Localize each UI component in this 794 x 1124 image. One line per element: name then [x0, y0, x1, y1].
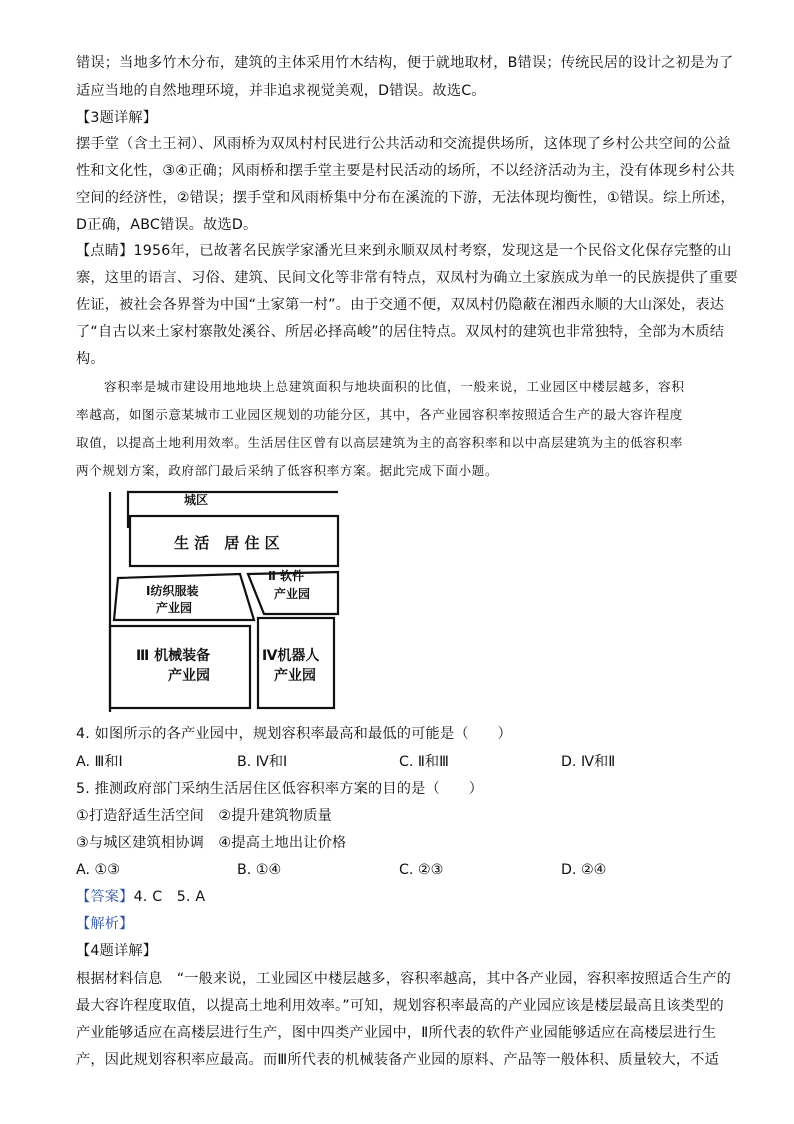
zone-4-sublabel: 产业园: [274, 668, 316, 684]
text-line: 根据材料信息 “一般来说，工业园区中楼层越多，容积率越高，其中各产业园，容积率按照适合生产的: [76, 971, 731, 987]
analysis-label: 【解析】: [76, 916, 134, 932]
question-stem: 5. 推测政府部门采纳生活居住区低容积率方案的目的是（ ）: [76, 781, 484, 797]
section-heading: 【3题详解】: [76, 110, 158, 126]
zone-2-label: Ⅱ 软件: [268, 569, 305, 583]
zone-3-label: Ⅲ 机械装备: [136, 648, 211, 664]
city-label: 城区: [184, 493, 209, 507]
text-line: 适应当地的自然地理环境，并非追求视觉美观，D错误。故选C。: [76, 83, 486, 99]
text-line: 性和文化性，③④正确；风雨桥和摆手堂主要是村民活动的场所，不以经济活动为主，没有体现乡村公共: [76, 163, 735, 179]
section-heading: 【4题详解】: [76, 943, 158, 959]
material-line: 两个规划方案，政府部门最后采纳了低容积率方案。据此完成下面小题。: [76, 463, 499, 478]
zone-1-label: Ⅰ纺织服装: [146, 584, 199, 598]
text-line: 错误；当地多竹木分布，建筑的主体采用竹木结构，便于就地取材，B错误；传统民居的设计之初是为了: [76, 55, 734, 71]
text-line: D正确，ABC错误。故选D。: [76, 217, 258, 233]
zone-1-sublabel: 产业园: [156, 601, 193, 615]
option-a: A. Ⅲ和Ⅰ: [76, 754, 123, 770]
text-line: 寨，这里的语言、习俗、建筑、民间文化等非常有特点，双凤村为确立土家族成为单一的民族提供了重要: [76, 270, 738, 286]
option-b: B. Ⅳ和Ⅰ: [237, 754, 288, 770]
zone-4-label: Ⅳ机器人: [262, 648, 320, 664]
material-line: 容积率是城市建设用地地块上总建筑面积与地块面积的比值，一般来说，工业园区中楼层越多，容积: [104, 379, 685, 394]
option-a: A. ①③: [76, 862, 120, 878]
industrial-park-map: [88, 488, 348, 718]
text-line: 佐证，被社会各界誉为中国“土家第一村”。由于交通不便，双凤村仍隐蔽在湘西永顺的大山深处，表达: [76, 297, 725, 313]
text-line: 产，因此规划容积率应最高。而Ⅲ所代表的机械装备产业园的原料、产品等一般体积、质量较大，不适: [76, 1052, 720, 1068]
text-line: 了“自古以来土家村寨散处溪谷、所居必择高峻”的居住特点。双凤村的建筑也非常独特，全部为木质结: [76, 324, 725, 340]
option-d: D. Ⅳ和Ⅱ: [561, 754, 616, 770]
answer-label: 【答案】: [76, 889, 134, 905]
zone-2-sublabel: 产业园: [274, 587, 311, 601]
text-line: 空间的经济性，②错误；摆手堂和风雨桥集中分布在溪流的下游，无法体现均衡性，①错误。综上所述，: [76, 190, 735, 206]
answer-text: 4. C 5. A: [133, 889, 206, 905]
text-line: 产业能够适应在高楼层进行生产，图中四类产业园中，Ⅱ所代表的软件产业园能够适应在高楼层进行生: [76, 1025, 717, 1041]
text-line: 构。: [76, 351, 105, 367]
zone-3-sublabel: 产业园: [168, 668, 210, 684]
question-stem: 4. 如图所示的各产业园中，规划容积率最高和最低的可能是（ ）: [76, 726, 512, 742]
option-d: D. ②④: [561, 862, 607, 878]
option-c: C. Ⅱ和Ⅲ: [399, 754, 449, 770]
material-line: 取值，以提高土地利用效率。生活居住区曾有以高层建筑为主的高容积率和以中高层建筑为主的低容积率: [76, 435, 683, 450]
statement-line: ③与城区建筑相协调 ④提高土地出让价格: [76, 835, 347, 851]
answer-line: [76, 887, 721, 907]
text-line: 摆手堂（含土王祠）、风雨桥为双凤村村民进行公共活动和交流提供场所，这体现了乡村公共空间的公益: [76, 136, 731, 152]
option-c: C. ②③: [399, 862, 444, 878]
living-area-label: 生 活 居 住 区: [174, 534, 280, 552]
material-line: 率越高，如图示意某城市工业园区规划的功能分区，其中，各产业园容积率按照适合生产的最大容许程度: [76, 407, 683, 422]
statement-line: ①打造舒适生活空间 ②提升建筑物质量: [76, 808, 333, 824]
option-b: B. ①④: [237, 862, 282, 878]
zone-3-block: [110, 626, 250, 708]
text-line: 最大容许程度取值，以提高土地利用效率。”可知，规划容积率最高的产业园应该是楼层最高且该类型的: [76, 998, 724, 1014]
text-line: 【点睛】1956年，已故著名民族学家潘光旦来到永顺双凤村考察，发现这是一个民俗文化保存完整的山: [76, 243, 732, 259]
road-edge: [128, 492, 338, 528]
